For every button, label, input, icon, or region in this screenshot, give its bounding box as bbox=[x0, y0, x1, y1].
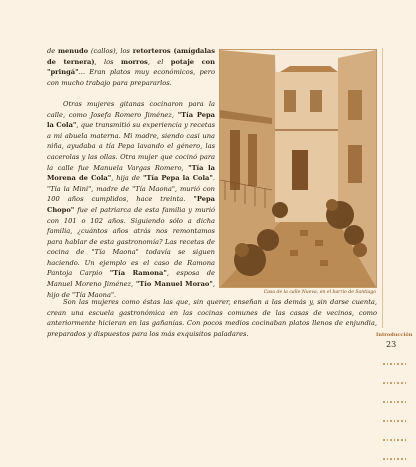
dot-ornament bbox=[383, 382, 385, 384]
dot-ornament bbox=[387, 382, 389, 384]
dot-ornament bbox=[387, 363, 389, 365]
text-run-bold: morros bbox=[121, 57, 148, 66]
dot-ornament bbox=[390, 401, 392, 403]
margin-rule bbox=[382, 48, 383, 328]
paragraph-3: Son las mujeres como éstas las que, sin querer, enseñan a las demás y, sin darse cuenta, crean una escuela gastronómica en las cocinas comunes de las casas de vecinos, como anteriormente hicieran en las gañanías. Con pocos medios cocinaban platos llenos de enjundia, preparados y dispuestos para los más exquisitos paladares. bbox=[47, 298, 377, 338]
dot-ornament bbox=[394, 401, 396, 403]
courtyard-photo bbox=[219, 49, 377, 288]
text-run: . "Tía la Mini", madre de "Tía Maona", murió con 100 años cumplidos, hace treinta. bbox=[47, 174, 215, 204]
dot-ornament bbox=[397, 420, 399, 422]
text-run: fue el patriarca de esta familia y murió con 101 o 102 años. Siguiendo sólo a dicha familia, ¿cuántos años atrás nos remontamos para hablar de esta gastronomía? Las recetas de cocina de "Tía Maona" todavía se siguen haciendo. Un ejemplo es el caso de Ramona Pantoja Carpio bbox=[47, 205, 215, 278]
dot-ornament bbox=[394, 363, 396, 365]
text-run: , que transmitió su experiencia y recetas a mi abuela materna. Mi madre, siendo casi una niña, ayudaba a tía Pepa lavando el género, las cacerolas y las ollas. Otra mujer que cocinó para la calle fue Manuela Vargas Romero, bbox=[47, 121, 216, 172]
text-run: , el bbox=[147, 57, 171, 66]
dot-ornament bbox=[390, 382, 392, 384]
dot-ornament bbox=[401, 401, 403, 403]
text-run: (callos), los bbox=[88, 47, 133, 55]
page-number: 23 bbox=[386, 340, 397, 349]
dot-ornament bbox=[405, 439, 407, 441]
dot-ornament bbox=[383, 363, 385, 365]
dot-ornament bbox=[387, 420, 389, 422]
dot-ornament bbox=[394, 458, 396, 460]
dot-ornament bbox=[387, 439, 389, 441]
text-run: ... Eran platos muy económicos, pero con mucho trabajo para prepararlos. bbox=[47, 68, 215, 87]
text-run-bold: menudo bbox=[57, 47, 89, 55]
dot-ornament bbox=[405, 363, 407, 365]
text-run: de bbox=[47, 47, 58, 55]
paragraph-2 bbox=[47, 99, 215, 300]
dot-ornament bbox=[390, 439, 392, 441]
text-run: , hija de bbox=[111, 174, 143, 183]
text-run: Otras mujeres gitanas cocinaron para la calle, como Josefa Romero Jiménez, bbox=[47, 99, 215, 119]
dot-ornament bbox=[405, 382, 407, 384]
dot-ornament bbox=[397, 363, 399, 365]
dot-ornament bbox=[405, 420, 407, 422]
dot-ornament bbox=[405, 401, 407, 403]
dot-ornament bbox=[405, 458, 407, 460]
text-run-bold: "Tía la Morena de Cola" bbox=[47, 163, 215, 183]
text-run: , esposa de Manuel Moreno Jiménez, bbox=[47, 269, 216, 289]
text-run-bold: "Pepa Chopo" bbox=[47, 195, 215, 214]
dot-ornament bbox=[397, 401, 399, 403]
courtyard-illustration bbox=[220, 50, 376, 287]
dot-ornament bbox=[387, 401, 389, 403]
dot-ornament bbox=[401, 363, 403, 365]
dot-ornament bbox=[390, 363, 392, 365]
text-run-bold: "Tía Ramona" bbox=[109, 269, 167, 278]
photo-caption: Casa de la calle Nueva, en el barrio de Santiago bbox=[263, 290, 376, 295]
dot-ornament bbox=[397, 458, 399, 460]
text-run-bold: "Tía Pepa la Cola" bbox=[47, 110, 215, 130]
dot-ornament bbox=[394, 382, 396, 384]
dot-ornament bbox=[397, 382, 399, 384]
decorative-dots bbox=[383, 353, 411, 403]
dot-ornament bbox=[390, 458, 392, 460]
paragraph-1 bbox=[47, 46, 215, 88]
dot-ornament bbox=[394, 420, 396, 422]
dot-ornament bbox=[397, 439, 399, 441]
dot-ornament bbox=[383, 401, 385, 403]
dot-ornament bbox=[383, 420, 385, 422]
dot-ornament bbox=[394, 439, 396, 441]
dot-ornament bbox=[383, 439, 385, 441]
dot-ornament bbox=[401, 439, 403, 441]
text-run-bold: retorteros (amígdalas de ternera) bbox=[47, 47, 215, 66]
text-run-bold: "Tía Pepa la Cola" bbox=[142, 174, 213, 183]
text-run-bold: potaje con "pringá" bbox=[47, 57, 215, 77]
dot-ornament bbox=[401, 458, 403, 460]
dot-ornament bbox=[401, 382, 403, 384]
dot-ornament bbox=[387, 458, 389, 460]
text-run: , los bbox=[94, 57, 121, 66]
closing-paragraph bbox=[47, 297, 377, 339]
dot-ornament bbox=[383, 458, 385, 460]
text-run: , hijo de "Tía Maona". bbox=[47, 280, 215, 299]
dot-ornament bbox=[401, 420, 403, 422]
text-column bbox=[47, 46, 215, 300]
dot-ornament bbox=[390, 420, 392, 422]
text-run-bold: "Tío Manuel Morao" bbox=[135, 280, 213, 289]
section-label: Introducción bbox=[376, 332, 413, 338]
